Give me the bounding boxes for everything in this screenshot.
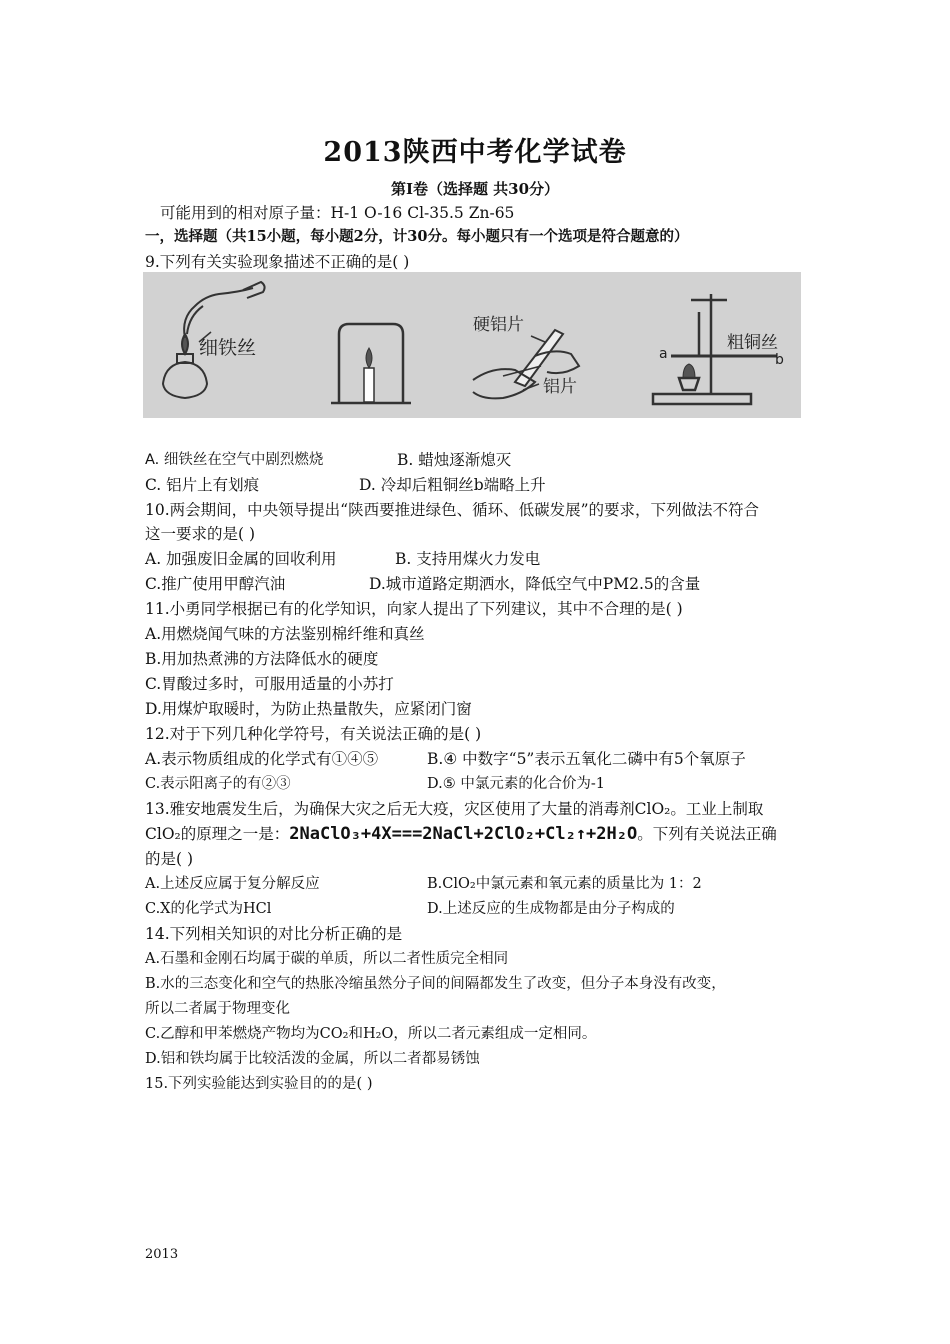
question-13-stem-line3: 的是( ) bbox=[145, 850, 194, 868]
q9-option-b: B. 蜡烛逐渐熄灭 bbox=[397, 451, 512, 469]
q14-option-b-line1: B.水的三态变化和空气的热胀冷缩虽然分子间的间隔都发生了改变，但分子本身没有改变， bbox=[145, 976, 726, 992]
q12-option-d: D.⑤ 中氯元素的化合价为-1 bbox=[427, 776, 605, 792]
atomic-masses-note: 可能用到的相对原子量：H-1 O-16 Cl-35.5 Zn-65 bbox=[160, 204, 515, 222]
chemical-equation: 2NaClO₃+4X===2NaCl+2ClO₂+Cl₂↑+2H₂O bbox=[289, 824, 638, 844]
question-10-stem-line2: 这一要求的是( ) bbox=[145, 525, 256, 543]
q13-option-d: D.上述反应的生成物都是由分子构成的 bbox=[427, 901, 675, 917]
q11-option-a: A.用燃烧闻气味的方法鉴别棉纤维和真丝 bbox=[145, 625, 425, 643]
question-11-stem: 11.小勇同学根据已有的化学知识，向家人提出了下列建议，其中不合理的是( ) bbox=[145, 600, 683, 618]
question-13-stem-line2b: 。下列有关说法正确 bbox=[637, 825, 777, 843]
label-aluminum: 铝片 bbox=[543, 377, 577, 397]
q11-option-c: C.胃酸过多时，可服用适量的小苏打 bbox=[145, 675, 394, 693]
experiment-illustrations bbox=[143, 272, 801, 418]
question-14-stem: 14.下列相关知识的对比分析正确的是 bbox=[145, 925, 403, 943]
q10-option-c: C.推广使用甲醇汽油 bbox=[145, 575, 286, 593]
question-15-stem: 15.下列实验能达到实验目的的是( ) bbox=[145, 1076, 373, 1092]
question-13-stem-line1: 13.雅安地震发生后，为确保大灾之后无大疫，灾区使用了大量的消毒剂ClO₂。工业上制取 bbox=[145, 800, 764, 818]
q10-option-a: A. 加强废旧金属的回收利用 bbox=[145, 550, 337, 568]
page-footer: 2013 bbox=[145, 1247, 179, 1262]
q9-option-d: D. 冷却后粗铜丝b端略上升 bbox=[359, 476, 546, 494]
page-title: 2013陕西中考化学试卷 bbox=[323, 137, 627, 168]
q12-option-a: A.表示物质组成的化学式有①④⑤ bbox=[145, 750, 379, 768]
q13-option-c: C.X的化学式为HCl bbox=[145, 901, 272, 917]
q13-option-a: A.上述反应属于复分解反应 bbox=[145, 876, 320, 892]
q14-option-c: C.乙醇和甲苯燃烧产物均为CO₂和H₂O，所以二者元素组成一定相同。 bbox=[145, 1026, 597, 1042]
q13-option-b: B.ClO₂中氯元素和氧元素的质量比为 1：2 bbox=[427, 876, 702, 892]
q14-option-b-line2: 所以二者属于物理变化 bbox=[145, 1001, 290, 1017]
q11-option-b: B.用加热煮沸的方法降低水的硬度 bbox=[145, 650, 379, 668]
question-12-stem: 12.对于下列几种化学符号，有关说法正确的是( ) bbox=[145, 725, 482, 743]
q14-option-d: D.铝和铁均属于比较活泼的金属，所以二者都易锈蚀 bbox=[145, 1051, 480, 1067]
label-end-b: b bbox=[775, 352, 784, 368]
q9-option-a: A. 细铁丝在空气中剧烈燃烧 bbox=[145, 452, 324, 468]
question-13-stem-line2a: ClO₂的原理之一是： bbox=[145, 825, 290, 843]
q9-option-c: C. 铝片上有划痕 bbox=[145, 476, 260, 494]
q11-option-d: D.用煤炉取暖时，为防止热量散失，应紧闭门窗 bbox=[145, 700, 472, 718]
q12-option-c: C.表示阳离子的有②③ bbox=[145, 776, 291, 792]
q10-option-d: D.城市道路定期洒水，降低空气中PM2.5的含量 bbox=[369, 575, 701, 593]
candle-jar-drawing bbox=[331, 324, 411, 403]
section-heading: 一，选择题（共15小题，每小题2分，计30分。每小题只有一个选项是符合题意的） bbox=[145, 228, 689, 245]
question-9-stem: 9.下列有关实验现象描述不正确的是( ) bbox=[145, 253, 410, 271]
q12-option-b: B.④ 中数字“5”表示五氧化二磷中有5个氧原子 bbox=[427, 750, 746, 768]
label-end-a: a bbox=[659, 346, 668, 362]
question-10-stem-line1: 10.两会期间，中央领导提出“陕西要推进绿色、循环、低碳发展”的要求，下列做法不符合 bbox=[145, 501, 760, 519]
label-hard-aluminum: 硬铝片 bbox=[473, 315, 524, 335]
q14-option-a: A.石墨和金刚石均属于碳的单质，所以二者性质完全相同 bbox=[145, 951, 509, 967]
section-subtitle: 第Ⅰ卷（选择题 共30分） bbox=[390, 180, 560, 198]
question-9-figure bbox=[143, 272, 801, 418]
label-copper-wire: 粗铜丝 bbox=[727, 333, 778, 353]
q10-option-b: B. 支持用煤火力发电 bbox=[395, 550, 541, 568]
label-iron-wire: 细铁丝 bbox=[199, 337, 257, 359]
